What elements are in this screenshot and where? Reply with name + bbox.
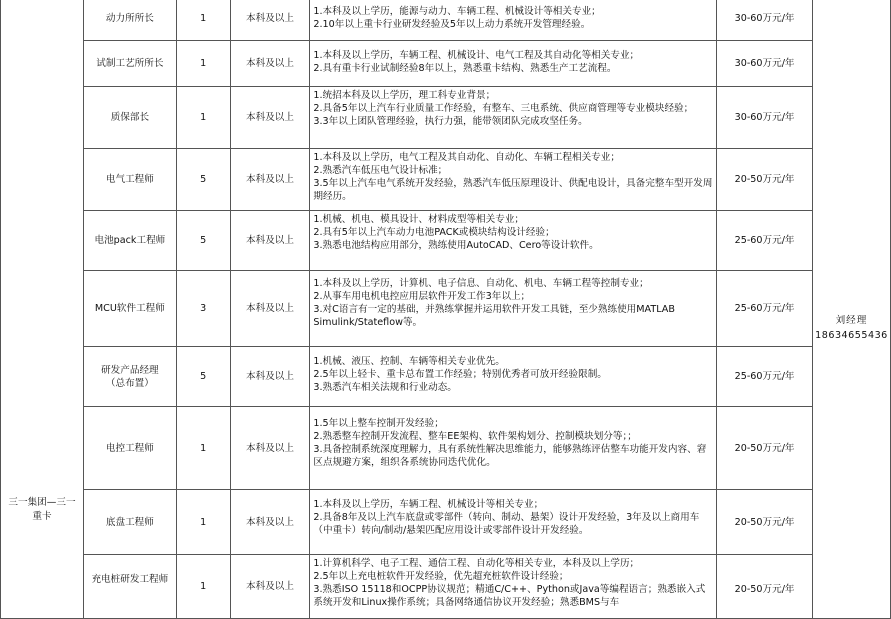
position-label: 研发产品经理（总布置）	[101, 364, 159, 389]
requirement-line: 2.具备8年及以上汽车底盘或零部件（转向、制动、悬架）设计开发经验，3年及以上商用车（中重卡）转向/制动/悬架匹配应用设计或零部件设计开发经验。	[313, 512, 700, 536]
table-row	[1, 41, 891, 87]
education-cell: 本科及以上	[230, 149, 310, 211]
requirement-line: 2.5年以上充电桩软件开发经验，优先超充桩软件设计经验；	[313, 571, 569, 582]
requirement-line: 1.机械、液压、控制、车辆等相关专业优先。	[313, 356, 505, 367]
requirements-cell	[310, 149, 717, 211]
salary-cell: 25-60万元/年	[717, 271, 813, 347]
requirement-line: 3.3年以上团队管理经验，执行力强，能带领团队完成攻坚任务。	[313, 116, 588, 127]
requirement-line: 2.具有5年以上汽车动力电池PACK或模块结构设计经验；	[313, 227, 555, 238]
education-cell: 本科及以上	[230, 41, 310, 87]
count-cell: 1	[176, 87, 230, 149]
requirements-cell	[310, 347, 717, 407]
requirement-line: 3.对C语言有一定的基础，并熟练掌握并运用软件开发工具链，至少熟练使用MATLAB Simulink/Stateflow等。	[313, 304, 675, 328]
requirements-cell	[310, 271, 717, 347]
table-row	[1, 271, 891, 347]
requirements-cell	[310, 41, 717, 87]
count-cell: 5	[176, 347, 230, 407]
salary-cell: 30-60万元/年	[717, 87, 813, 149]
salary-cell	[717, 555, 813, 619]
position-cell: 试制工艺所所长	[83, 41, 176, 87]
requirement-line: 2.具有重卡行业试制经验8年以上，熟悉重卡结构、熟悉生产工艺流程。	[313, 63, 617, 74]
requirement-line: 1.5年以上整车控制开发经验；	[313, 418, 444, 429]
salary-cell: 30-60万元/年	[717, 0, 813, 41]
education-cell: 本科及以上	[230, 271, 310, 347]
salary-cell: 20-50万元/年	[717, 407, 813, 490]
requirement-line: 2.10年以上重卡行业研发经验及5年以上动力系统开发管理经验。	[313, 19, 591, 30]
company-name: 三一集团—三一重卡	[8, 496, 76, 522]
position-cell: MCU软件工程师	[83, 271, 176, 347]
salary-cell: 20-50万元/年	[717, 490, 813, 555]
education-cell: 本科及以上	[230, 555, 310, 619]
position-label: 充电桩研发工程师	[91, 574, 169, 585]
count-cell: 3	[176, 271, 230, 347]
requirements-cell	[310, 0, 717, 41]
requirement-line: 2.熟悉汽车低压电气设计标准；	[313, 165, 448, 176]
requirement-line: 1.本科及以上学历，车辆工程、机械设计、电气工程及其自动化等相关专业；	[313, 50, 640, 61]
requirement-line: 2.从事车用电机电控应用层软件开发工作3年以上；	[313, 291, 531, 302]
requirements-cell	[310, 490, 717, 555]
contact-cell	[812, 0, 890, 619]
count-cell: 1	[176, 555, 230, 619]
requirement-line: 2.熟悉整车控制开发流程、整车EE架构、软件架构划分、控制模块划分等；；	[313, 431, 637, 442]
table-row	[1, 211, 891, 271]
requirement-line: 1.本科及以上学历，计算机、电子信息、自动化、机电、车辆工程等控制专业；	[313, 278, 649, 289]
requirement-line: 3.熟悉电池结构应用部分，熟练使用AutoCAD、Cero等设计软件。	[313, 240, 599, 251]
position-cell: 动力所所长	[83, 0, 176, 41]
requirement-line: 1.计算机科学、电子工程、通信工程、自动化等相关专业，本科及以上学历；	[313, 558, 640, 569]
count-cell: 1	[176, 41, 230, 87]
position-cell: 底盘工程师	[83, 490, 176, 555]
education-cell: 本科及以上	[230, 211, 310, 271]
salary-cell: 20-50万元/年	[717, 149, 813, 211]
requirement-line: 1.本科及以上学历，车辆工程、机械设计等相关专业；	[313, 499, 544, 510]
position-cell: 电控工程师	[83, 407, 176, 490]
requirements-cell	[310, 555, 717, 619]
salary-label: 20-50万元/年	[734, 584, 795, 595]
position-cell	[83, 347, 176, 407]
requirement-line: 1.统招本科及以上学历，理工科专业背景；	[313, 90, 496, 101]
company-cell	[1, 0, 84, 619]
education-cell: 本科及以上	[230, 490, 310, 555]
requirement-line: 3.具备控制系统深度理解力，具有系统性解决思维能力，能够熟练评估整车功能开发内容、窘区点规避方案，组织各系统协同迭代优化。	[313, 444, 707, 468]
table-row	[1, 0, 891, 41]
requirements-cell	[310, 407, 717, 490]
count-cell: 5	[176, 149, 230, 211]
count-cell: 1	[176, 490, 230, 555]
position-cell	[83, 555, 176, 619]
table-row	[1, 407, 891, 490]
requirement-line: 3.5年以上汽车电气系统开发经验，熟悉汽车低压原理设计、供配电设计，具备完整车型开发周期经历。	[313, 178, 713, 202]
position-cell: 质保部长	[83, 87, 176, 149]
education-cell: 本科及以上	[230, 347, 310, 407]
requirements-cell	[310, 87, 717, 149]
table-row	[1, 555, 891, 619]
count-cell: 5	[176, 211, 230, 271]
count-cell: 1	[176, 407, 230, 490]
requirement-line: 2.具备5年以上汽车行业质量工作经验，有整车、三电系统、供应商管理等专业模块经验；	[313, 103, 694, 114]
education-cell: 本科及以上	[230, 87, 310, 149]
table-row	[1, 490, 891, 555]
requirement-line: 1.机械、机电、模具设计、材料成型等相关专业；	[313, 214, 525, 225]
requirement-line: 3.熟悉ISO 15118和OCPP协议规范；精通C/C++、Python或Java等编程语言；熟悉嵌入式系统开发和Linux操作系统；具备网络通信协议开发经验；熟悉BMS与车	[313, 584, 706, 608]
salary-cell: 30-60万元/年	[717, 41, 813, 87]
position-cell: 电气工程师	[83, 149, 176, 211]
requirement-line: 3.熟悉汽车相关法规和行业动态。	[313, 382, 457, 393]
table-row	[1, 347, 891, 407]
contact-name: 刘经理	[835, 314, 868, 326]
requirement-line: 2.5年以上轻卡、重卡总布置工作经验；特别优秀者可放开经验限制。	[313, 369, 607, 380]
requirement-line: 1.本科及以上学历，电气工程及其自动化、自动化、车辆工程相关专业；	[313, 152, 620, 163]
table-row	[1, 87, 891, 149]
education-cell: 本科及以上	[230, 407, 310, 490]
education-cell: 本科及以上	[230, 0, 310, 41]
salary-cell: 25-60万元/年	[717, 347, 813, 407]
position-cell: 电池pack工程师	[83, 211, 176, 271]
requirements-cell	[310, 211, 717, 271]
count-cell: 1	[176, 0, 230, 41]
salary-cell: 25-60万元/年	[717, 211, 813, 271]
contact-phone: 18634655436	[815, 329, 888, 341]
table-row	[1, 149, 891, 211]
requirement-line: 1.本科及以上学历，能源与动力、车辆工程、机械设计等相关专业；	[313, 6, 601, 17]
